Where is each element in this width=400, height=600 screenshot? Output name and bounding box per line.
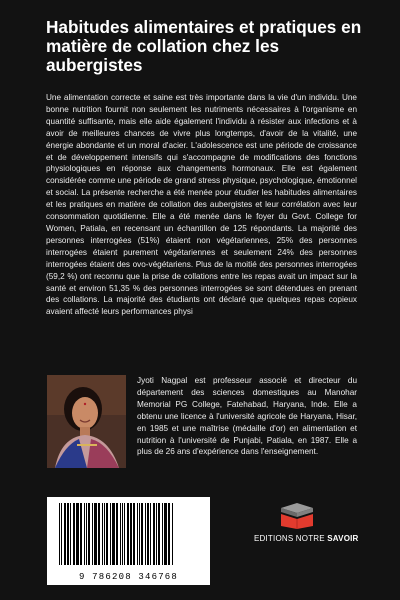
publisher-block	[254, 500, 359, 552]
barcode-bar	[67, 503, 69, 565]
isbn-barcode	[47, 497, 210, 585]
barcode-bar	[64, 503, 66, 565]
publisher-name: EDITIONS NOTRE SAVOIR	[254, 534, 359, 543]
barcode-bar	[139, 503, 140, 565]
barcode-bar	[102, 503, 103, 565]
barcode-bar	[137, 503, 138, 565]
barcode-bar	[86, 503, 87, 565]
barcode-bar	[147, 503, 149, 565]
barcode-bar	[122, 503, 123, 565]
barcode-bar	[153, 503, 155, 565]
barcode-bar	[92, 503, 93, 565]
barcode-bar	[145, 503, 146, 565]
barcode-bar	[124, 503, 125, 565]
barcode-bar	[141, 503, 143, 565]
barcode-bar	[116, 503, 118, 565]
barcode-bar	[98, 503, 100, 565]
barcode-bar	[168, 503, 170, 565]
publisher-logo-icon	[277, 500, 317, 530]
isbn-digits: 9 786208 346768	[78, 572, 178, 582]
barcode-bar	[59, 503, 60, 565]
author-bio: Jyoti Nagpal est professeur associé et directeur du département des sciences domestiques au Manohar Memorial PG College, Fatehabad, Haryana, Inde. Elle a obtenu une licence à l'université agricole de Haryana, Hisar, en 1985 et une maîtrise (médaille d'or) en alimentation et nutrition à l'université de Punjabi, Patiala, en 1987. Elle a plus de 26 ans d'expérience dans l'enseignement.	[137, 376, 357, 457]
barcode-bar	[133, 503, 135, 565]
barcode-bar	[164, 503, 167, 565]
barcode-bar	[70, 503, 71, 565]
barcode-bar	[120, 503, 121, 565]
barcode-bar	[162, 503, 163, 565]
barcode-bar	[76, 503, 79, 565]
barcode-bar	[130, 503, 132, 565]
barcode-bar	[80, 503, 82, 565]
barcode-bar	[84, 503, 85, 565]
barcode-bar	[172, 503, 173, 565]
barcode-bar	[104, 503, 105, 565]
barcode-bar	[94, 503, 97, 565]
barcode-bar	[112, 503, 115, 565]
barcode-bar	[110, 503, 111, 565]
barcode-bar	[106, 503, 108, 565]
book-summary: Une alimentation correcte et saine est très importante dans la vie d'un individu. Une bonne nutrition fournit non seulement les nutriments nécessaires à l'organisme en quantité suffisante, mais elle aide également l'individu à résister aux infections et à avoir de meilleures chances de vivre plus longtemps, d'avoir de la vitalité, une énergie abondante et un moral d'acier. L'adolescence est une période de croissance et de développement intensifs qui s'accompagne de modifications des fonctions physiologiques en réponse aux changements hormonaux. Elle est également considérée comme une période de grand stress physique, psychologique, émotionnel et social. La présente recherche a été menée pour étudier les habitudes alimentaires et les pratiques en matière de collation des aubergistes et leur corrélation avec leur consommation quotidienne. Elle a été menée dans le foyer du Govt. College for Women, Patiala, en recensant un échantillon de 125 répondants. La majorité des personnes interrogées (51%) étaient non végétariennes, 25% des personnes interrogées étaient purement végétariennes et seulement 24% des personnes interrogées étaient des ovo-végétariens. Plus de la moitié des personnes interrogées (59,2 %) ont reconnu que la prise de collations entre les repas avait un impact sur la santé et environ 51,35 % des personnes interrogées se sont détendues en prenant des collations. La majorité des étudiants ont déclaré que quelques repas copieux avaient affecté leurs performances physi	[46, 93, 357, 317]
book-title: Habitudes alimentaires et pratiques en matière de collation chez les aubergistes	[46, 17, 362, 75]
barcode-bar	[150, 503, 151, 565]
barcode-bar	[127, 503, 129, 565]
barcode-bar	[73, 503, 75, 565]
barcode-bar	[88, 503, 90, 565]
author-photo	[47, 375, 126, 468]
barcode-bar	[158, 503, 160, 565]
barcode-bar	[61, 503, 62, 565]
barcode-bar	[156, 503, 157, 565]
